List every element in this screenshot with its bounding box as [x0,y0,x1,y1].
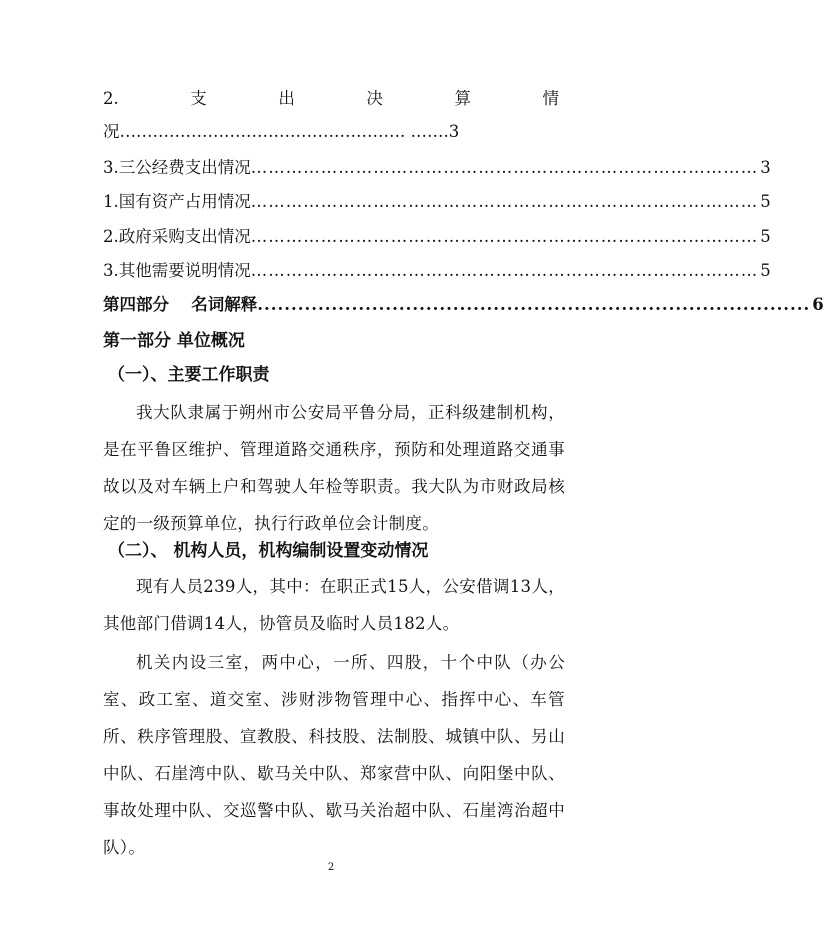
toc-item-expense-word: 情 [542,89,559,108]
toc-item-text: 2.政府采购支出情况 [103,227,251,246]
toc-item-text: 3.三公经费支出情况 [103,158,251,177]
toc-item-expense-word: 出 [278,89,295,108]
toc-item-text: 1.国有资产占用情况 [103,192,251,211]
toc-item[interactable] [103,187,771,217]
toc-dot-leader: .................................................................................. [257,295,811,314]
toc-dot-leader: …………………………………………………………………………… [250,158,759,177]
page-number: 2 [327,862,335,873]
toc-dot-leader: …………………………………………………………………………… [250,227,759,246]
part1-title: 第一部分 单位概况 [103,331,245,351]
toc-item-expense-word: 2. [103,89,119,108]
toc-page-number: 3 [448,122,460,141]
toc-item-text: 3.其他需要说明情况 [103,261,251,280]
toc-dot-leader: …………………………………………………………………………… [250,192,759,211]
section1-paragraph: 我大队隶属于朔州市公安局平鲁分局，正科级建制机构，是在平鲁区维护、管理道路交通秩序，预防和处理道路交通事故以及对车辆上户和驾驶人年检等职责。我大队为市财政局核定的一级预算单位，执行行政单位会计制度。 [103,403,565,533]
toc-item-expense-tail: 况 [103,122,120,141]
toc-dot-leader: ……………………………………………. ……. [119,122,449,141]
section2-paragraph-structure: 机关内设三室，两中心，一所、四股，十个中队（办公室、政工室、道交室、涉财涉物管理中心、指挥中心、车管所、秩序管理股、宣教股、科技股、法制股、城镇中队、另山中队、石崖湾中队、歇马关中队、郑家营中队、向阳堡中队、事故处理中队、交巡警中队、歇马关治超中队、石崖湾治超中队）。 [103,653,565,857]
toc-dot-leader: …………………………………………………………………………… [250,261,759,280]
toc-item-expense-word: 支 [190,89,207,108]
toc-item[interactable] [103,256,771,286]
toc-item-expense-word: 算 [454,89,471,108]
toc-page-number: 6 [812,295,824,314]
toc-item-text: 第四部分 名词解释 [103,295,258,314]
toc-part4[interactable] [103,290,824,320]
toc-item[interactable] [103,222,771,252]
toc-page-number: 5 [760,192,771,211]
section2-heading: （二）、 机构人员，机构编制设置变动情况 [108,541,429,561]
toc-item[interactable] [103,153,771,183]
toc-page-number: 3 [760,158,771,177]
section1-heading: （一）、主要工作职责 [108,365,270,385]
toc-page-number: 5 [760,261,771,280]
toc-item-expense-line1[interactable] [103,84,559,114]
toc-item-expense-line2[interactable] [103,117,559,147]
toc-item-expense-word: 决 [366,89,383,108]
section2-paragraph-staff: 现有人员239人，其中：在职正式15人，公安借调13人，其他部门借调14人，协管员及临时人员182人。 [103,577,565,633]
toc-page-number: 5 [760,227,771,246]
